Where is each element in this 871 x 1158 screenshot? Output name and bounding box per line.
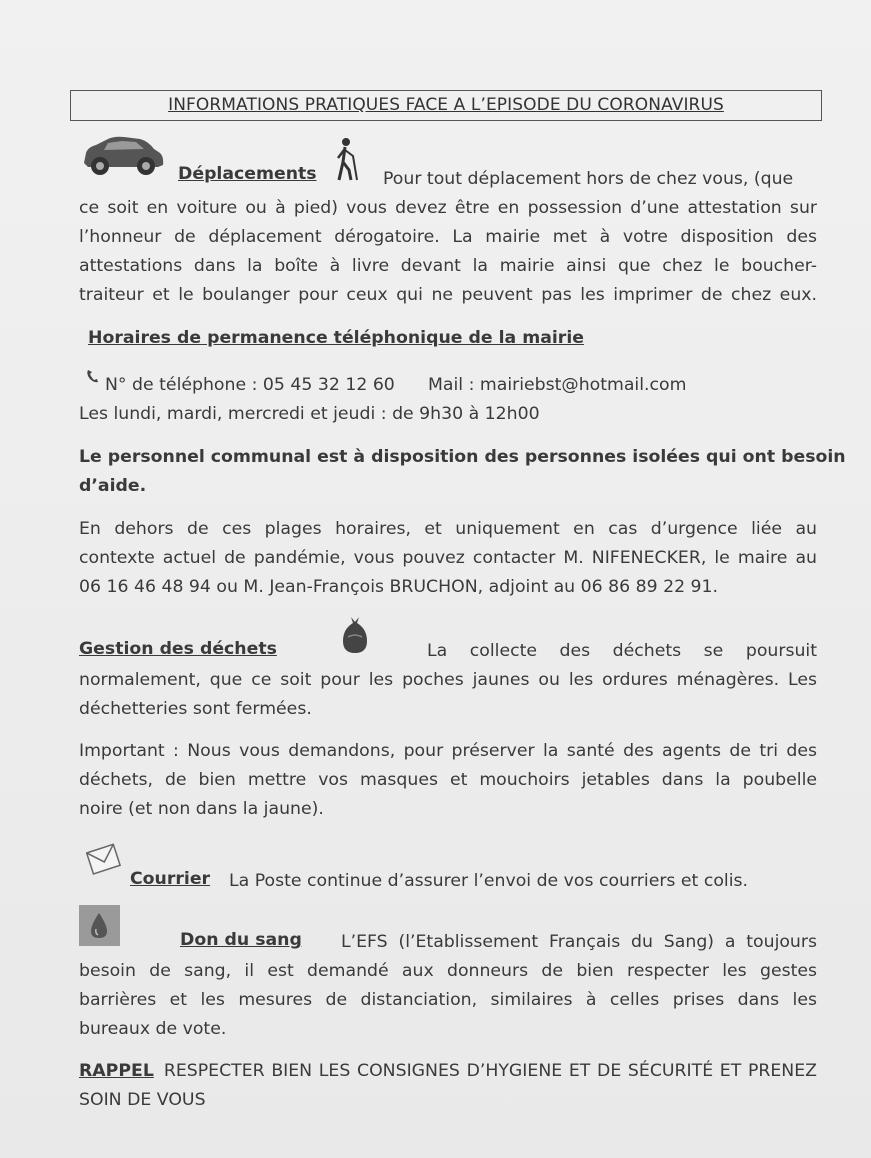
don-line-3: barrières et les mesures de distanciation, similaires à celles prises dans les <box>79 990 817 1010</box>
personnel-line-1: Le personnel communal est à disposition des personnes isolées qui ont besoin <box>79 447 846 467</box>
permanence-days: Les lundi, mardi, mercredi et jeudi : de 9h30 à 12h00 <box>79 404 540 424</box>
deplacements-line-3: l’honneur de déplacement dérogatoire. La mairie met à votre disposition des <box>79 227 817 247</box>
dechets-line-1: La collecte des déchets se poursuit <box>427 641 817 661</box>
urgence-line-1: En dehors de ces plages horaires, et uniquement en cas d’urgence liée au <box>79 519 817 539</box>
page-title: INFORMATIONS PRATIQUES FACE A L’EPISODE DU CORONAVIRUS <box>70 90 822 121</box>
trash-bag-icon <box>340 615 370 655</box>
dechets-line-2: normalement, que ce soit pour les poches jaunes ou les ordures ménagères. Les <box>79 670 817 690</box>
phone-number: N° de téléphone : 05 45 32 12 60 <box>105 375 395 395</box>
deplacements-line-1: Pour tout déplacement hors de chez vous, (que <box>383 169 794 189</box>
phone-icon <box>86 368 100 384</box>
rappel-line-2: SOIN DE VOUS <box>79 1090 206 1110</box>
important-line-2: déchets, de bien mettre vos masques et mouchoirs jetables dans la poubelle <box>79 770 817 790</box>
courrier-heading: Courrier <box>130 869 211 889</box>
blood-drop-icon <box>79 905 120 946</box>
don-line-1: L’EFS (l’Etablissement Français du Sang) a toujours <box>341 932 817 952</box>
rappel-line-1 <box>79 1057 817 1086</box>
personnel-line-2: d’aide. <box>79 476 147 496</box>
car-icon <box>78 133 166 177</box>
deplacements-line-2: ce soit en voiture ou à pied) vous devez être en possession d’une attestation sur <box>79 198 817 218</box>
envelope-icon <box>86 840 122 882</box>
deplacements-line-5: traiteur et le boulanger pour ceux qui ne peuvent pas les imprimer de chez eux. <box>79 285 817 305</box>
deplacements-line-4: attestations dans la boîte à livre devant la mairie ainsi que chez le boucher- <box>79 256 817 276</box>
urgence-line-3: 06 16 46 48 94 ou M. Jean-François BRUCHON, adjoint au 06 86 89 22 91. <box>79 577 719 597</box>
deplacements-heading: Déplacements <box>178 164 317 184</box>
urgence-line-2: contexte actuel de pandémie, vous pouvez contacter M. NIFENECKER, le maire au <box>79 548 817 568</box>
important-line-1: Important : Nous vous demandons, pour préserver la santé des agents de tri des <box>79 741 817 761</box>
don-heading: Don du sang <box>180 930 302 950</box>
courrier-text: La Poste continue d’assurer l’envoi de vos courriers et colis. <box>229 871 749 891</box>
don-line-2: besoin de sang, il est demandé aux donneurs de bien respecter les gestes <box>79 961 817 981</box>
horaires-heading: Horaires de permanence téléphonique de la mairie <box>88 328 584 348</box>
dechets-heading: Gestion des déchets <box>79 639 277 659</box>
rappel-text-1: RESPECTER BIEN LES CONSIGNES D’HYGIENE ET DE SÉCURITÉ ET PRENEZ <box>163 1061 817 1081</box>
mail-address: Mail : mairiebst@hotmail.com <box>428 375 687 395</box>
dechets-line-3: déchetteries sont fermées. <box>79 699 312 719</box>
rappel-label: RAPPEL <box>79 1061 154 1081</box>
hiker-icon <box>333 136 361 184</box>
don-line-4: bureaux de vote. <box>79 1019 227 1039</box>
important-line-3: noire (et non dans la jaune). <box>79 799 324 819</box>
